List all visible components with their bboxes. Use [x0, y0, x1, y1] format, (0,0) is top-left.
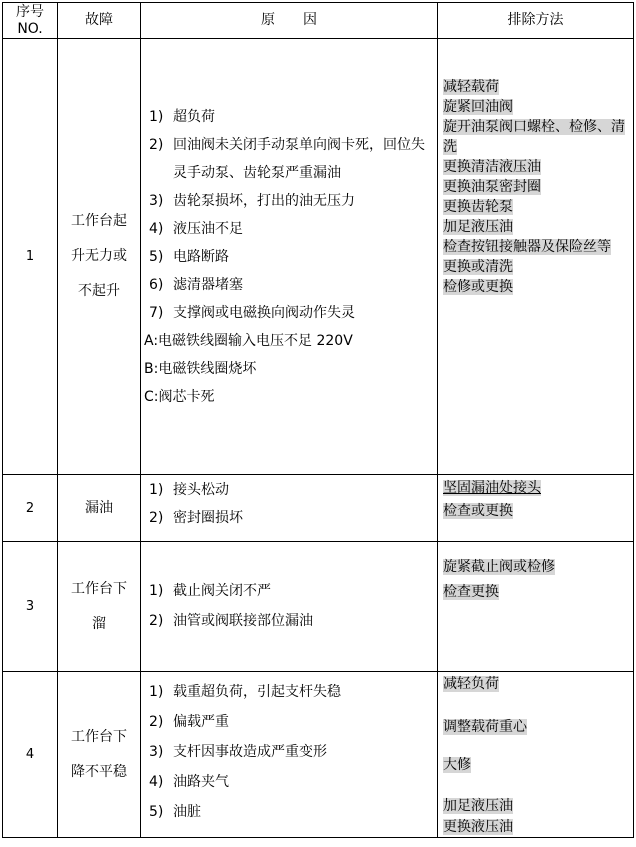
- remedy-text: 旋紧截止阀或检修: [443, 559, 555, 575]
- row1-fault-cell: [58, 39, 141, 475]
- row4-fault-cell: [58, 672, 141, 838]
- remedy-line: [443, 197, 629, 217]
- row4-serial-no: 4: [3, 672, 58, 838]
- header-serial-line2: NO.: [17, 20, 43, 37]
- cause-item: [144, 187, 431, 215]
- remedy-line: [443, 277, 629, 297]
- row4-cause-cell: [141, 672, 438, 838]
- cause-number: 2): [149, 137, 164, 153]
- remedy-line: [443, 117, 629, 157]
- cause-item: [144, 797, 431, 827]
- remedy-line: [443, 500, 629, 523]
- fault-line: 不起升: [78, 283, 120, 299]
- row2-serial-no: 2: [3, 475, 58, 542]
- remedy-text: 减轻负荷: [443, 676, 499, 692]
- cause-text: 支撑阀或电磁换向阀动作失灵: [173, 305, 355, 321]
- fault-troubleshooting-table: [2, 2, 634, 838]
- fault-line: 降不平稳: [71, 763, 127, 780]
- remedy-text: 更换齿轮泵: [443, 199, 513, 215]
- header-cause: 原 因: [141, 3, 438, 39]
- remedy-line: [443, 555, 629, 580]
- cause-text: 回油阀未关闭手动泵单向阀卡死，回位失灵手动泵、齿轮泵严重漏油: [173, 137, 425, 181]
- cause-number: 1): [149, 583, 164, 599]
- remedy-line: [443, 77, 629, 97]
- cause-text: 油脏: [173, 804, 201, 820]
- cause-text: 偏载严重: [173, 714, 229, 730]
- remedy-text: 更换液压油: [443, 819, 513, 835]
- remedy-text: 检查或更换: [443, 503, 513, 519]
- fault-line: 溜: [92, 615, 106, 632]
- table-row-2: [3, 475, 634, 542]
- cause-text: 滤清器堵塞: [173, 277, 243, 293]
- remedy-text: 旋开油泵阀口螺栓、检修、清洗: [443, 119, 625, 155]
- remedy-text: 加足液压油: [443, 798, 513, 814]
- cause-item: [144, 677, 431, 707]
- cause-item: [144, 606, 431, 636]
- cause-number: 1): [149, 482, 164, 498]
- remedy-text: 更换油泵密封圈: [443, 179, 541, 195]
- cause-number: 4): [149, 774, 164, 790]
- cause-item: [144, 707, 431, 737]
- remedy-line: [443, 217, 629, 237]
- cause-text: 齿轮泵损坏，打出的油无压力: [173, 193, 355, 209]
- cause-note-c: C:阀芯卡死: [144, 389, 215, 405]
- remedy-line: [443, 257, 629, 277]
- header-serial-line1: 序号: [16, 3, 44, 20]
- cause-item: [144, 576, 431, 606]
- table-row-4: [3, 672, 634, 838]
- row3-fault-cell: [58, 542, 141, 672]
- cause-text: 超负荷: [173, 109, 215, 125]
- cause-item: [144, 504, 431, 532]
- remedy-text: 更换或清洗: [443, 259, 513, 275]
- table-header-row: [3, 3, 634, 39]
- cause-text: 油管或阀联接部位漏油: [173, 613, 313, 629]
- remedy-line: [443, 477, 629, 500]
- remedy-line: [443, 157, 629, 177]
- cause-item: [144, 103, 431, 131]
- cause-text: 载重超负荷，引起支杆失稳: [173, 684, 341, 700]
- table-row-3: [3, 542, 634, 672]
- remedy-line: [443, 97, 629, 117]
- row3-remedy-cell: [438, 542, 634, 672]
- cause-text: 支杆因事故造成严重变形: [173, 744, 327, 760]
- row4-remedy-cell: [438, 672, 634, 838]
- remedy-text: 检查更换: [443, 584, 499, 600]
- cause-number: 7): [149, 305, 164, 321]
- row1-cause-cell: [141, 39, 438, 475]
- cause-number: 5): [149, 804, 164, 820]
- table-row-1: [3, 39, 634, 475]
- fault-line: 工作台起: [71, 213, 127, 229]
- remedy-line: [443, 674, 629, 694]
- remedy-text: 减轻载荷: [443, 79, 499, 95]
- cause-note-b: B:电磁铁线圈烧坏: [144, 361, 257, 377]
- fault-line: 工作台下: [71, 728, 127, 745]
- cause-number: 2): [149, 714, 164, 730]
- remedy-line: [443, 817, 629, 837]
- cause-text: 电路断路: [173, 249, 229, 265]
- cause-item: [144, 131, 431, 187]
- cause-number: 1): [149, 109, 164, 125]
- header-remedy: 排除方法: [438, 3, 634, 39]
- remedy-text: 加足液压油: [443, 219, 513, 235]
- header-fault: 故障: [58, 3, 141, 39]
- fault-line: 升无力或: [71, 248, 127, 264]
- remedy-line: [443, 717, 629, 737]
- remedy-text: 检查按钮接触器及保险丝等: [443, 239, 611, 255]
- cause-text: 截止阀关闭不严: [173, 583, 271, 599]
- row1-serial-no: 1: [3, 39, 58, 475]
- cause-text: 油路夹气: [173, 774, 229, 790]
- fault-line: 漏油: [85, 499, 113, 516]
- cause-item: [144, 215, 431, 243]
- cause-item: [144, 737, 431, 767]
- fault-line: 工作台下: [71, 580, 127, 597]
- row3-cause-cell: [141, 542, 438, 672]
- cause-number: 4): [149, 221, 164, 237]
- cause-number: 2): [149, 510, 164, 526]
- cause-number: 1): [149, 684, 164, 700]
- cause-item: [144, 299, 431, 327]
- cause-text: 液压油不足: [173, 221, 243, 237]
- row1-remedy-cell: [438, 39, 634, 475]
- remedy-text: 坚固漏油处接头: [443, 480, 541, 496]
- remedy-text: 大修: [443, 757, 471, 773]
- cause-number: 3): [149, 744, 164, 760]
- remedy-text: 检修或更换: [443, 279, 513, 295]
- remedy-line: [443, 796, 629, 816]
- remedy-line: [443, 755, 629, 775]
- remedy-text: 旋紧回油阀: [443, 99, 513, 115]
- cause-item: [144, 271, 431, 299]
- row3-serial-no: 3: [3, 542, 58, 672]
- row2-cause-cell: [141, 475, 438, 542]
- cause-text: 接头松动: [173, 482, 229, 498]
- remedy-line: [443, 580, 629, 605]
- cause-number: 2): [149, 613, 164, 629]
- remedy-line: [443, 177, 629, 197]
- cause-number: 5): [149, 249, 164, 265]
- cause-item: [144, 476, 431, 504]
- cause-text: 密封圈损坏: [173, 510, 243, 526]
- remedy-line: [443, 237, 629, 257]
- header-serial-no: [3, 3, 58, 39]
- cause-note-a: A:电磁铁线圈输入电压不足 220V: [144, 333, 353, 349]
- remedy-text: 更换清洁液压油: [443, 159, 541, 175]
- cause-number: 3): [149, 193, 164, 209]
- remedy-text: 调整载荷重心: [443, 719, 527, 735]
- cause-number: 6): [149, 277, 164, 293]
- cause-item: [144, 767, 431, 797]
- cause-item: [144, 243, 431, 271]
- row2-fault-cell: [58, 475, 141, 542]
- row2-remedy-cell: [438, 475, 634, 542]
